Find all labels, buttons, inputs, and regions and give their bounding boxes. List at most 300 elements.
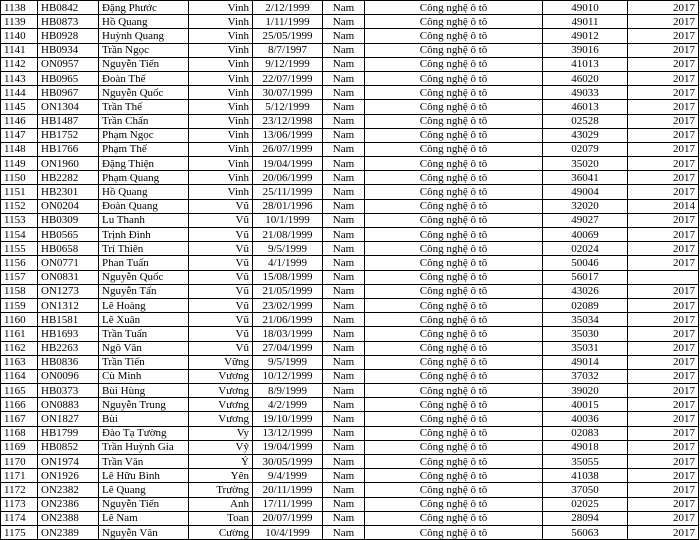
family-name-cell: Trần Chấn — [99, 114, 189, 128]
table-row — [1, 71, 699, 85]
major-cell: Công nghệ ô tô — [365, 511, 543, 525]
family-name-cell: Trần Văn — [99, 455, 189, 469]
graduation-year-cell: 2017 — [628, 298, 699, 312]
table-row — [1, 412, 699, 426]
row-number-cell: 1151 — [1, 185, 38, 199]
birth-date-cell: 2/12/1999 — [253, 1, 323, 15]
gender-cell: Nam — [323, 43, 365, 57]
candidate-number-cell: 37050 — [543, 483, 628, 497]
student-code-cell: HB1581 — [38, 313, 99, 327]
birth-date-cell: 5/12/1999 — [253, 100, 323, 114]
graduation-year-cell: 2017 — [628, 469, 699, 483]
family-name-cell: Nguyễn Văn — [99, 525, 189, 539]
table-row — [1, 384, 699, 398]
major-cell: Công nghệ ô tô — [365, 242, 543, 256]
graduation-year-cell: 2017 — [628, 43, 699, 57]
gender-cell: Nam — [323, 341, 365, 355]
gender-cell: Nam — [323, 142, 365, 156]
family-name-cell: Trần Ngọc — [99, 43, 189, 57]
gender-cell: Nam — [323, 455, 365, 469]
given-name-cell: Vinh — [189, 86, 253, 100]
table-row — [1, 483, 699, 497]
candidate-number-cell: 56017 — [543, 270, 628, 284]
major-cell: Công nghệ ô tô — [365, 298, 543, 312]
birth-date-cell: 20/06/1999 — [253, 171, 323, 185]
table-row — [1, 455, 699, 469]
candidate-number-cell: 40036 — [543, 412, 628, 426]
given-name-cell: Vũ — [189, 199, 253, 213]
gender-cell: Nam — [323, 426, 365, 440]
family-name-cell: Phạm Quang — [99, 171, 189, 185]
graduation-year-cell: 2017 — [628, 29, 699, 43]
major-cell: Công nghệ ô tô — [365, 525, 543, 539]
family-name-cell: Nguyễn Tiến — [99, 497, 189, 511]
row-number-cell: 1154 — [1, 228, 38, 242]
table-row — [1, 426, 699, 440]
row-number-cell: 1162 — [1, 341, 38, 355]
candidate-number-cell: 40069 — [543, 228, 628, 242]
graduation-year-cell: 2017 — [628, 142, 699, 156]
graduation-year-cell: 2017 — [628, 284, 699, 298]
given-name-cell: Vũ — [189, 228, 253, 242]
table-row — [1, 213, 699, 227]
family-name-cell: Phan Tuấn — [99, 256, 189, 270]
given-name-cell: Trường — [189, 483, 253, 497]
gender-cell: Nam — [323, 313, 365, 327]
candidate-number-cell: 02024 — [543, 242, 628, 256]
gender-cell: Nam — [323, 86, 365, 100]
table-row — [1, 1, 699, 15]
major-cell: Công nghệ ô tô — [365, 57, 543, 71]
gender-cell: Nam — [323, 1, 365, 15]
table-row — [1, 511, 699, 525]
row-number-cell: 1173 — [1, 497, 38, 511]
table-row — [1, 469, 699, 483]
family-name-cell: Bùi Hùng — [99, 384, 189, 398]
graduation-year-cell: 2017 — [628, 15, 699, 29]
given-name-cell: Vương — [189, 412, 253, 426]
candidate-number-cell: 02083 — [543, 426, 628, 440]
given-name-cell: Vương — [189, 384, 253, 398]
graduation-year-cell: 2017 — [628, 171, 699, 185]
major-cell: Công nghệ ô tô — [365, 1, 543, 15]
table-row — [1, 256, 699, 270]
row-number-cell: 1171 — [1, 469, 38, 483]
student-code-cell: ON2382 — [38, 483, 99, 497]
gender-cell: Nam — [323, 71, 365, 85]
family-name-cell: Đào Tạ Tường — [99, 426, 189, 440]
birth-date-cell: 15/08/1999 — [253, 270, 323, 284]
major-cell: Công nghệ ô tô — [365, 256, 543, 270]
table-row — [1, 114, 699, 128]
row-number-cell: 1159 — [1, 298, 38, 312]
student-code-cell: ON0957 — [38, 57, 99, 71]
gender-cell: Nam — [323, 497, 365, 511]
birth-date-cell: 18/03/1999 — [253, 327, 323, 341]
row-number-cell: 1147 — [1, 128, 38, 142]
candidate-number-cell: 43026 — [543, 284, 628, 298]
candidate-number-cell: 46020 — [543, 71, 628, 85]
birth-date-cell: 13/06/1999 — [253, 128, 323, 142]
student-code-cell: ON0883 — [38, 398, 99, 412]
given-name-cell: Vũ — [189, 270, 253, 284]
row-number-cell: 1148 — [1, 142, 38, 156]
gender-cell: Nam — [323, 469, 365, 483]
graduation-year-cell: 2017 — [628, 1, 699, 15]
birth-date-cell: 19/04/1999 — [253, 157, 323, 171]
table-row — [1, 497, 699, 511]
table-row — [1, 142, 699, 156]
given-name-cell: Anh — [189, 497, 253, 511]
family-name-cell: Đoàn Quang — [99, 199, 189, 213]
given-name-cell: Vững — [189, 355, 253, 369]
graduation-year-cell: 2017 — [628, 213, 699, 227]
birth-date-cell: 25/11/1999 — [253, 185, 323, 199]
major-cell: Công nghệ ô tô — [365, 284, 543, 298]
student-code-cell: HB0842 — [38, 1, 99, 15]
given-name-cell: Vinh — [189, 43, 253, 57]
major-cell: Công nghệ ô tô — [365, 29, 543, 43]
birth-date-cell: 9/5/1999 — [253, 242, 323, 256]
given-name-cell: Vinh — [189, 71, 253, 85]
gender-cell: Nam — [323, 355, 365, 369]
row-number-cell: 1160 — [1, 313, 38, 327]
gender-cell: Nam — [323, 185, 365, 199]
candidate-number-cell: 49004 — [543, 185, 628, 199]
student-code-cell: HB0934 — [38, 43, 99, 57]
table-row — [1, 43, 699, 57]
birth-date-cell: 26/07/1999 — [253, 142, 323, 156]
family-name-cell: Lê Quang — [99, 483, 189, 497]
row-number-cell: 1169 — [1, 440, 38, 454]
table-row — [1, 86, 699, 100]
gender-cell: Nam — [323, 57, 365, 71]
candidate-number-cell: 56063 — [543, 525, 628, 539]
table-row — [1, 29, 699, 43]
student-code-cell: HB1766 — [38, 142, 99, 156]
candidate-number-cell: 49011 — [543, 15, 628, 29]
row-number-cell: 1168 — [1, 426, 38, 440]
candidate-number-cell: 32020 — [543, 199, 628, 213]
gender-cell: Nam — [323, 298, 365, 312]
birth-date-cell: 10/4/1999 — [253, 525, 323, 539]
given-name-cell: Vinh — [189, 157, 253, 171]
student-code-cell: HB0852 — [38, 440, 99, 454]
student-code-cell: ON1827 — [38, 412, 99, 426]
given-name-cell: Vũ — [189, 298, 253, 312]
graduation-year-cell: 2017 — [628, 185, 699, 199]
candidate-number-cell: 02089 — [543, 298, 628, 312]
row-number-cell: 1138 — [1, 1, 38, 15]
family-name-cell: Bùi — [99, 412, 189, 426]
row-number-cell: 1146 — [1, 114, 38, 128]
graduation-year-cell: 2017 — [628, 313, 699, 327]
family-name-cell: Ngô Văn — [99, 341, 189, 355]
student-code-cell: ON0096 — [38, 369, 99, 383]
graduation-year-cell: 2017 — [628, 100, 699, 114]
graduation-year-cell: 2017 — [628, 384, 699, 398]
gender-cell: Nam — [323, 384, 365, 398]
row-number-cell: 1157 — [1, 270, 38, 284]
graduation-year-cell: 2017 — [628, 483, 699, 497]
graduation-year-cell: 2017 — [628, 455, 699, 469]
candidate-number-cell: 49018 — [543, 440, 628, 454]
given-name-cell: Ý — [189, 455, 253, 469]
table-row — [1, 157, 699, 171]
row-number-cell: 1145 — [1, 100, 38, 114]
table-row — [1, 100, 699, 114]
major-cell: Công nghệ ô tô — [365, 369, 543, 383]
major-cell: Công nghệ ô tô — [365, 469, 543, 483]
graduation-year-cell: 2017 — [628, 525, 699, 539]
student-code-cell: ON1960 — [38, 157, 99, 171]
row-number-cell: 1172 — [1, 483, 38, 497]
table-row — [1, 327, 699, 341]
row-number-cell: 1156 — [1, 256, 38, 270]
row-number-cell: 1167 — [1, 412, 38, 426]
given-name-cell: Vinh — [189, 57, 253, 71]
given-name-cell: Vũ — [189, 327, 253, 341]
given-name-cell: Vinh — [189, 128, 253, 142]
candidate-number-cell: 35020 — [543, 157, 628, 171]
major-cell: Công nghệ ô tô — [365, 142, 543, 156]
birth-date-cell: 25/05/1999 — [253, 29, 323, 43]
student-code-cell: HB1693 — [38, 327, 99, 341]
student-code-cell: ON1926 — [38, 469, 99, 483]
birth-date-cell: 10/12/1999 — [253, 369, 323, 383]
gender-cell: Nam — [323, 213, 365, 227]
row-number-cell: 1175 — [1, 525, 38, 539]
graduation-year-cell: 2017 — [628, 369, 699, 383]
student-code-cell: HB0373 — [38, 384, 99, 398]
table-row — [1, 270, 699, 284]
student-code-cell: ON2389 — [38, 525, 99, 539]
student-code-cell: ON1312 — [38, 298, 99, 312]
given-name-cell: Vy — [189, 426, 253, 440]
graduation-year-cell: 2017 — [628, 114, 699, 128]
birth-date-cell: 21/05/1999 — [253, 284, 323, 298]
given-name-cell: Vương — [189, 369, 253, 383]
table-row — [1, 313, 699, 327]
major-cell: Công nghệ ô tô — [365, 43, 543, 57]
birth-date-cell: 21/08/1999 — [253, 228, 323, 242]
gender-cell: Nam — [323, 511, 365, 525]
family-name-cell: Trịnh Đình — [99, 228, 189, 242]
birth-date-cell: 10/1/1999 — [253, 213, 323, 227]
given-name-cell: Vũ — [189, 284, 253, 298]
graduation-year-cell: 2014 — [628, 199, 699, 213]
given-name-cell: Vinh — [189, 171, 253, 185]
gender-cell: Nam — [323, 284, 365, 298]
birth-date-cell: 4/1/1999 — [253, 256, 323, 270]
graduation-year-cell: 2017 — [628, 426, 699, 440]
gender-cell: Nam — [323, 171, 365, 185]
row-number-cell: 1174 — [1, 511, 38, 525]
birth-date-cell: 20/11/1999 — [253, 483, 323, 497]
student-code-cell: HB2263 — [38, 341, 99, 355]
family-name-cell: Lu Thanh — [99, 213, 189, 227]
graduation-year-cell: 2017 — [628, 128, 699, 142]
major-cell: Công nghệ ô tô — [365, 228, 543, 242]
birth-date-cell: 8/7/1997 — [253, 43, 323, 57]
birth-date-cell: 30/05/1999 — [253, 455, 323, 469]
student-code-cell: HB0873 — [38, 15, 99, 29]
family-name-cell: Nguyễn Trung — [99, 398, 189, 412]
row-number-cell: 1165 — [1, 384, 38, 398]
birth-date-cell: 21/06/1999 — [253, 313, 323, 327]
student-code-cell: HB0928 — [38, 29, 99, 43]
given-name-cell: Vũ — [189, 256, 253, 270]
birth-date-cell: 17/11/1999 — [253, 497, 323, 511]
graduation-year-cell: 2017 — [628, 242, 699, 256]
candidate-number-cell: 49014 — [543, 355, 628, 369]
family-name-cell: Trần Huỳnh Gia — [99, 440, 189, 454]
given-name-cell: Vinh — [189, 29, 253, 43]
family-name-cell: Trần Tiến — [99, 355, 189, 369]
student-code-cell: ON1273 — [38, 284, 99, 298]
given-name-cell: Vinh — [189, 185, 253, 199]
gender-cell: Nam — [323, 199, 365, 213]
major-cell: Công nghệ ô tô — [365, 313, 543, 327]
table-row — [1, 242, 699, 256]
candidate-number-cell: 49033 — [543, 86, 628, 100]
family-name-cell: Nguyễn Tấn — [99, 284, 189, 298]
family-name-cell: Cù Minh — [99, 369, 189, 383]
table-row — [1, 369, 699, 383]
graduation-year-cell: 2017 — [628, 355, 699, 369]
birth-date-cell: 9/4/1999 — [253, 469, 323, 483]
family-name-cell: Trần Thế — [99, 100, 189, 114]
given-name-cell: Vinh — [189, 142, 253, 156]
student-code-cell: ON0204 — [38, 199, 99, 213]
row-number-cell: 1150 — [1, 171, 38, 185]
graduation-year-cell: 2017 — [628, 157, 699, 171]
graduation-year-cell: 2017 — [628, 256, 699, 270]
gender-cell: Nam — [323, 157, 365, 171]
candidate-number-cell: 35031 — [543, 341, 628, 355]
row-number-cell: 1149 — [1, 157, 38, 171]
major-cell: Công nghệ ô tô — [365, 483, 543, 497]
birth-date-cell: 8/9/1999 — [253, 384, 323, 398]
major-cell: Công nghệ ô tô — [365, 412, 543, 426]
candidate-number-cell: 36041 — [543, 171, 628, 185]
candidate-number-cell: 49012 — [543, 29, 628, 43]
family-name-cell: Nguyễn Quốc — [99, 270, 189, 284]
birth-date-cell: 9/12/1999 — [253, 57, 323, 71]
given-name-cell: Toan — [189, 511, 253, 525]
given-name-cell: Vinh — [189, 114, 253, 128]
row-number-cell: 1161 — [1, 327, 38, 341]
birth-date-cell: 9/5/1999 — [253, 355, 323, 369]
table-row — [1, 15, 699, 29]
row-number-cell: 1141 — [1, 43, 38, 57]
student-code-cell: HB0967 — [38, 86, 99, 100]
major-cell: Công nghệ ô tô — [365, 440, 543, 454]
given-name-cell: Vinh — [189, 1, 253, 15]
family-name-cell: Lê Hữu Bình — [99, 469, 189, 483]
student-code-cell: ON0831 — [38, 270, 99, 284]
major-cell: Công nghệ ô tô — [365, 199, 543, 213]
given-name-cell: Vương — [189, 398, 253, 412]
birth-date-cell: 28/01/1996 — [253, 199, 323, 213]
candidate-number-cell: 49027 — [543, 213, 628, 227]
gender-cell: Nam — [323, 114, 365, 128]
family-name-cell: Nguyễn Tiến — [99, 57, 189, 71]
family-name-cell: Lê Nam — [99, 511, 189, 525]
given-name-cell: Vũ — [189, 213, 253, 227]
candidate-number-cell: 50046 — [543, 256, 628, 270]
candidate-number-cell: 43029 — [543, 128, 628, 142]
candidate-number-cell: 02079 — [543, 142, 628, 156]
row-number-cell: 1163 — [1, 355, 38, 369]
graduation-year-cell: 2017 — [628, 511, 699, 525]
table-row — [1, 440, 699, 454]
major-cell: Công nghệ ô tô — [365, 384, 543, 398]
graduation-year-cell: 2017 — [628, 440, 699, 454]
major-cell: Công nghệ ô tô — [365, 341, 543, 355]
major-cell: Công nghệ ô tô — [365, 128, 543, 142]
family-name-cell: Lê Hoàng — [99, 298, 189, 312]
table-row — [1, 128, 699, 142]
student-code-cell: ON1304 — [38, 100, 99, 114]
family-name-cell: Trần Tuấn — [99, 327, 189, 341]
candidate-number-cell: 02528 — [543, 114, 628, 128]
student-code-cell: HB0658 — [38, 242, 99, 256]
family-name-cell: Nguyễn Quốc — [99, 86, 189, 100]
gender-cell: Nam — [323, 525, 365, 539]
graduation-year-cell: 2017 — [628, 71, 699, 85]
row-number-cell: 1166 — [1, 398, 38, 412]
row-number-cell: 1170 — [1, 455, 38, 469]
table-row — [1, 228, 699, 242]
family-name-cell: Hồ Quang — [99, 185, 189, 199]
student-code-cell: HB2282 — [38, 171, 99, 185]
family-name-cell: Đoàn Thế — [99, 71, 189, 85]
row-number-cell: 1140 — [1, 29, 38, 43]
birth-date-cell: 20/07/1999 — [253, 511, 323, 525]
given-name-cell: Yên — [189, 469, 253, 483]
candidate-number-cell: 35030 — [543, 327, 628, 341]
row-number-cell: 1142 — [1, 57, 38, 71]
candidate-number-cell: 40015 — [543, 398, 628, 412]
student-code-cell: HB0836 — [38, 355, 99, 369]
graduation-year-cell: 2017 — [628, 327, 699, 341]
birth-date-cell: 19/04/1999 — [253, 440, 323, 454]
major-cell: Công nghệ ô tô — [365, 86, 543, 100]
family-name-cell: Huỳnh Quang — [99, 29, 189, 43]
table-row — [1, 171, 699, 185]
graduation-year-cell: 2017 — [628, 57, 699, 71]
gender-cell: Nam — [323, 483, 365, 497]
table-body — [1, 1, 699, 540]
gender-cell: Nam — [323, 242, 365, 256]
candidate-number-cell: 41038 — [543, 469, 628, 483]
student-code-cell: HB1487 — [38, 114, 99, 128]
student-code-cell: ON0771 — [38, 256, 99, 270]
candidate-number-cell: 46013 — [543, 100, 628, 114]
candidate-number-cell: 39016 — [543, 43, 628, 57]
major-cell: Công nghệ ô tô — [365, 15, 543, 29]
graduation-year-cell: 2017 — [628, 228, 699, 242]
row-number-cell: 1164 — [1, 369, 38, 383]
graduation-year-cell: 2017 — [628, 341, 699, 355]
student-code-cell: HB1752 — [38, 128, 99, 142]
gender-cell: Nam — [323, 228, 365, 242]
major-cell: Công nghệ ô tô — [365, 100, 543, 114]
student-code-cell: HB2301 — [38, 185, 99, 199]
row-number-cell: 1144 — [1, 86, 38, 100]
gender-cell: Nam — [323, 440, 365, 454]
